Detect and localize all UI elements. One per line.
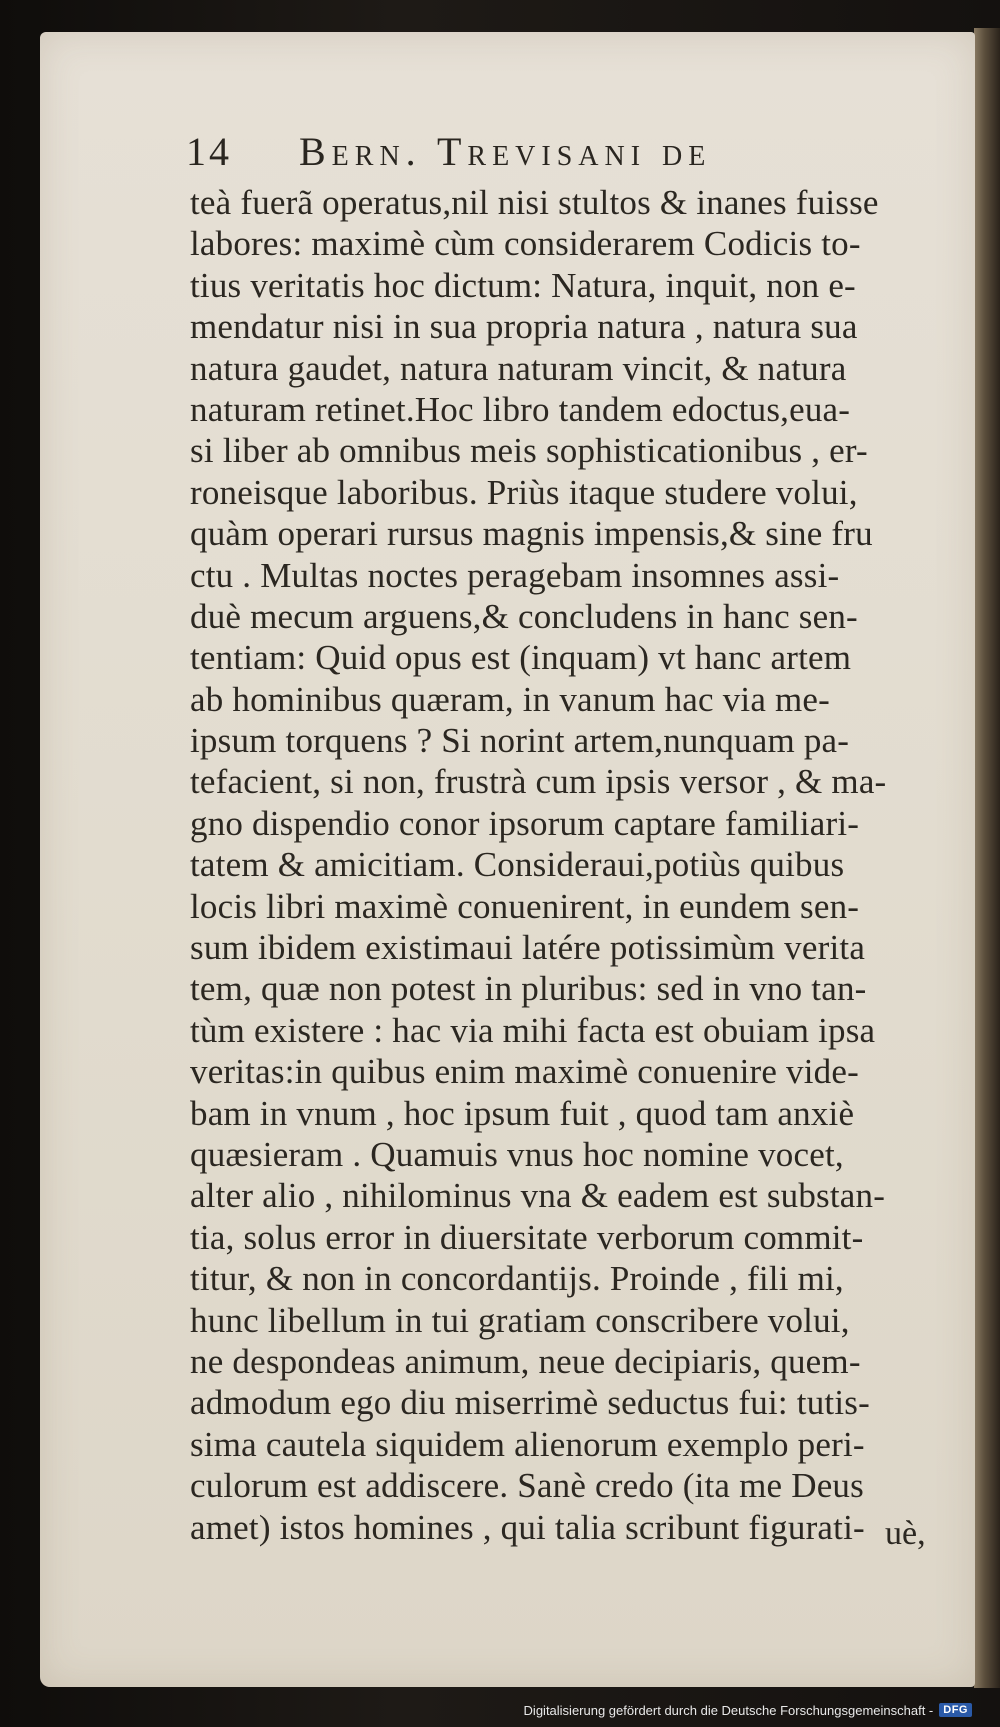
text-line: gno dispendio conor ipsorum captare familiari- [190,803,860,843]
text-line: tentiam: Quid opus est (inquam) vt hanc artem [190,638,852,678]
text-line: ipsum torquens ? Si norint artem,nunquam pa- [190,721,850,761]
body-text [190,182,935,1548]
text-line: culorum est addiscere. Sanè credo (ita me Deus [190,1466,864,1506]
text-line: locis libri maximè conuenirent, in eundem sen- [190,886,860,926]
text-line: veritas:in quibus enim maximè conuenire vide- [190,1052,859,1092]
text-line: sima cautela siquidem alienorum exemplo peri- [190,1424,865,1464]
page-number: 14 [186,129,232,174]
text-line: tius veritatis hoc dictum: Natura, inquit, non e- [190,265,856,305]
text-line: alter alio , nihilominus vna & eadem est substan- [190,1176,886,1216]
text-line: tia, solus error in diuersitate verborum commit- [190,1217,864,1257]
catchword: uè, [885,1515,926,1552]
text-line: ne despondeas animum, neue decipiaris, quem- [190,1341,861,1381]
text-line: quæsieram . Quamuis vnus hoc nomine vocet, [190,1134,844,1174]
text-line: admodum ego diu miserrimè seductus fui: tutis- [190,1383,870,1423]
running-title: Bern. Trevisani de [299,129,712,174]
text-line: bam in vnum , hoc ipsum fuit , quod tam anxiè [190,1093,855,1133]
text-line: tùm existere : hac via mihi facta est obuiam ipsa [190,1010,876,1050]
text-line: amet) istos homines , qui talia scribunt figurati- [190,1507,865,1547]
text-line: teà fuerã operatus,nil nisi stultos & inanes fuisse [190,183,879,222]
text-line: hunc libellum in tui gratiam conscribere volui, [190,1300,850,1340]
text-line: ab hominibus quæram, in vanum hac via me- [190,679,831,719]
funding-credit: Digitalisierung gefördert durch die Deutsche Forschungsgemeinschaft - [523,1702,934,1718]
text-line: naturam retinet.Hoc libro tandem edoctus,eua- [190,389,851,429]
digitization-footer [524,1699,972,1721]
text-line: si liber ab omnibus meis sophisticationibus , er- [190,431,868,471]
book-edge [974,28,1000,1688]
text-line: roneisque laboribus. Priùs itaque studere volui, [190,472,858,512]
text-line: tefacient, si non, frustrà cum ipsis versor , & ma- [190,762,887,802]
text-line: tem, quæ non potest in pluribus: sed in vno tan- [190,969,867,1009]
text-line: tatem & amicitiam. Consideraui,potiùs quibus [190,845,845,885]
text-line: duè mecum arguens,& concludens in hanc sen- [190,596,858,636]
text-line: labores: maximè cùm considerarem Codicis to- [190,224,861,264]
text-line: sum ibidem existimaui latére potissimùm verita [190,928,866,968]
text-line: mendatur nisi in sua propria natura , natura sua [190,307,858,347]
running-head [186,128,826,180]
text-line: titur, & non in concordantijs. Proinde , fili mi, [190,1259,844,1299]
text-line: natura gaudet, natura naturam vincit, & natura [190,348,847,388]
text-line: ctu . Multas noctes peragebam insomnes assi- [190,555,840,595]
text-line: quàm operari rursus magnis impensis,& sine fru [190,514,873,554]
dfg-logo-icon: DFG [939,1703,972,1717]
